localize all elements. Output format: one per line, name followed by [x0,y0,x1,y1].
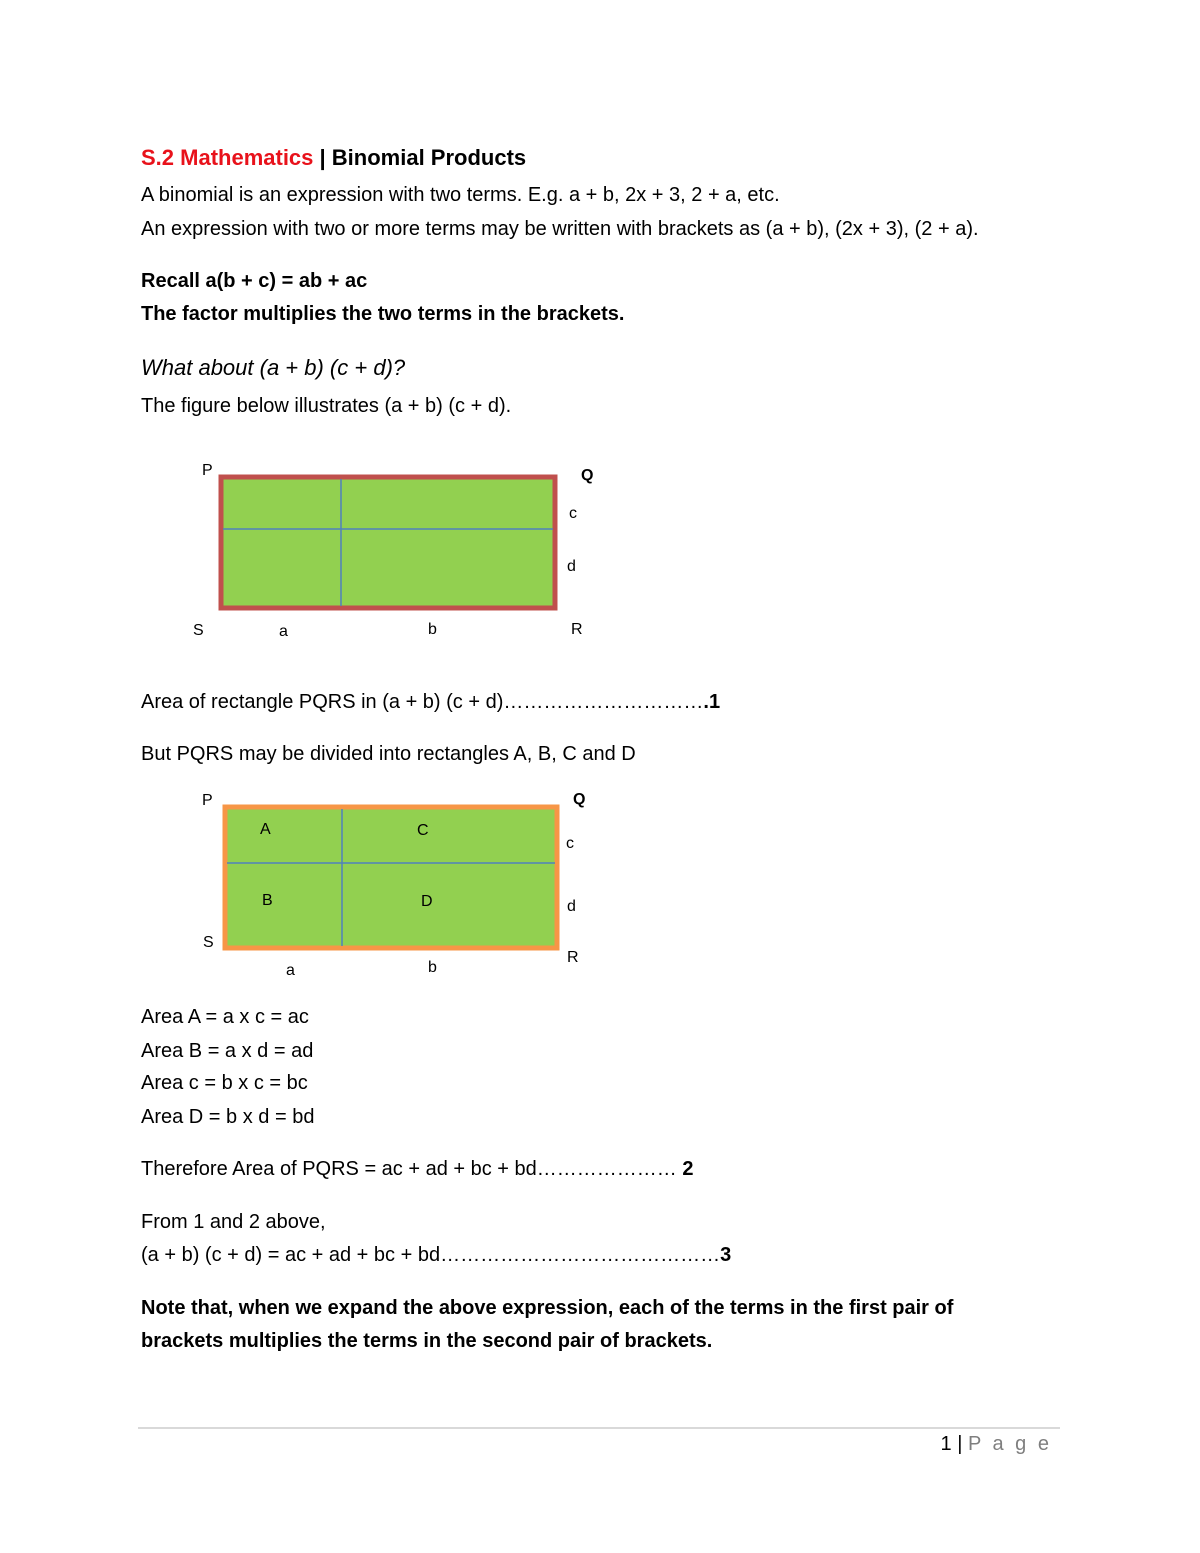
label-c: c [569,505,577,522]
label-region-a: A [260,821,271,838]
from-line-2-ref: 3 [720,1244,732,1266]
label-s: S [203,934,214,951]
area-line [141,690,720,714]
therefore-text: Therefore Area of PQRS = ac + ad + bc + bd………………… [141,1158,677,1180]
label-region-c: C [417,822,429,839]
from-line-2 [141,1243,731,1267]
area-b-line: Area B = a x d = ad [141,1040,314,1062]
figure-1-rectangle [218,474,560,612]
area-d-line: Area D = b x d = bd [141,1106,315,1128]
recall-line-1: Recall a(b + c) = ab + ac [141,270,368,292]
label-d: d [567,898,576,915]
figure-2-rectangle [222,804,562,952]
page-number: 1 [940,1433,952,1455]
question-heading: What about (a + b) (c + d)? [141,355,406,380]
page-word: P a g e [967,1433,1052,1455]
page-footer [941,1433,1052,1456]
label-q: Q [573,791,586,808]
area-a-line: Area A = a x c = ac [141,1006,309,1028]
title-prefix: S.2 Mathematics [141,145,314,170]
figure-caption: The figure below illustrates (a + b) (c + d). [141,395,512,417]
therefore-ref: 2 [676,1158,694,1180]
intro-line-1: A binomial is an expression with two terms. E.g. a + b, 2x + 3, 2 + a, etc. [141,184,780,206]
label-b: b [428,959,437,976]
from-line-2-text: (a + b) (c + d) = ac + ad + bc + bd…………………………………… [141,1244,721,1266]
title-separator: | [313,145,332,170]
label-s: S [193,622,204,639]
therefore-line [141,1157,693,1181]
label-p: P [202,462,213,479]
title-topic: Binomial Products [331,145,527,170]
intro-line-2: An expression with two or more terms may be written with brackets as (a + b), (2x + 3), (2 + a). [141,218,979,240]
label-region-b: B [262,892,273,909]
label-a: a [286,962,295,979]
divide-line: But PQRS may be divided into rectangles A, B, C and D [141,743,636,765]
from-line-1: From 1 and 2 above, [141,1211,326,1233]
label-r: R [571,621,583,638]
recall-line-2: The factor multiplies the two terms in the brackets. [141,303,625,325]
label-region-d: D [421,893,433,910]
label-b: b [428,621,437,638]
label-d: d [567,558,576,575]
label-p: P [202,792,213,809]
footer-rule [138,1427,1060,1429]
label-r: R [567,949,579,966]
area-line-text: Area of rectangle PQRS in (a + b) (c + d)………………………… [141,691,704,713]
label-c: c [566,835,574,852]
area-c-line: Area c = b x c = bc [141,1072,308,1094]
area-line-ref: .1 [703,691,721,713]
rectangle-pqrs [221,477,555,608]
footer-separator: | [951,1433,968,1455]
label-a: a [279,623,288,640]
label-q: Q [581,467,594,484]
note-line-1: Note that, when we expand the above expression, each of the terms in the first pair of [141,1297,954,1319]
page-title [141,146,526,170]
note-line-2: brackets multiplies the terms in the second pair of brackets. [141,1330,713,1352]
rectangle-pqrs-divided [225,807,557,948]
